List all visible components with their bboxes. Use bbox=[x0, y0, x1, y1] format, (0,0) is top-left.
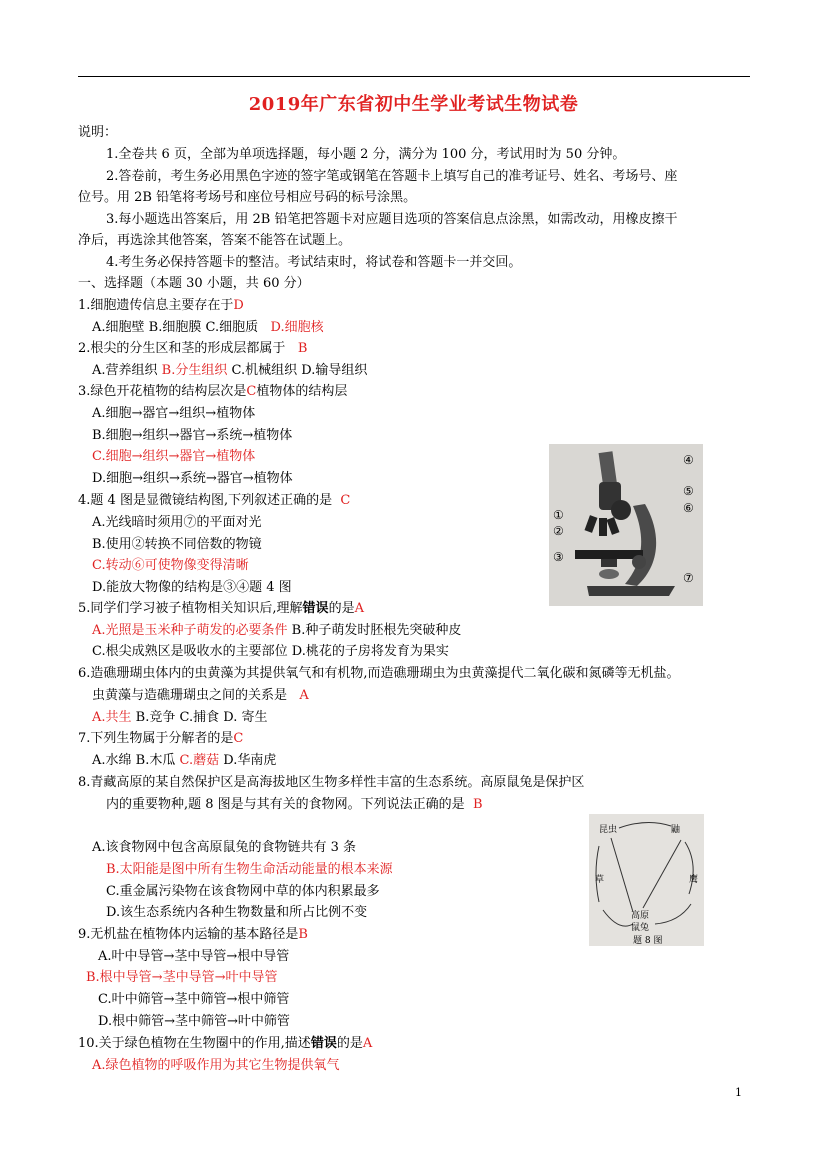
question-stem: 植物体的结构层 bbox=[256, 384, 348, 399]
question-stem: 1.细胞遗传信息主要存在于 bbox=[78, 298, 234, 313]
option-text: A.细胞壁 B.细胞膜 C.细胞质 bbox=[92, 320, 259, 335]
correct-option: C.细胞→组织→器官→植物体 bbox=[92, 449, 256, 464]
page-title: 2019年广东省初中生学业考试生物试卷 bbox=[248, 94, 579, 115]
instruction-item: 2.答卷前，考生务必用黑色字迹的签字笔或钢笔在答题卡上填写自己的准考证号、姓名、考场号、座 bbox=[106, 169, 678, 184]
answer-key: B bbox=[472, 797, 483, 812]
page-number: 1 bbox=[735, 1086, 742, 1099]
option-d: D.细胞→组织→系统→器官→植物体 bbox=[92, 471, 293, 486]
correct-option: B.太阳能是图中所有生物生命活动能量的根本来源 bbox=[106, 862, 393, 877]
question-5-options bbox=[92, 622, 461, 640]
answer-key: C bbox=[340, 493, 351, 508]
question-6-options bbox=[92, 709, 267, 727]
option-a: A.光线暗时须用⑦的平面对光 bbox=[92, 515, 262, 530]
instruction-item: 净后，再选涂其他答案，答案不能答在试题上。 bbox=[78, 233, 352, 248]
question-2-options bbox=[92, 362, 367, 380]
option-text: A.水绵 B.木瓜 bbox=[92, 753, 176, 768]
microscope-label: ⑤ bbox=[683, 484, 694, 498]
food-web-node: 昆虫 bbox=[599, 825, 618, 835]
question-8: 8.青藏高原的某自然保护区是高海拔地区生物多样性丰富的生态系统。高原鼠兔是保护区 bbox=[78, 775, 585, 790]
microscope-label: ⑥ bbox=[683, 501, 694, 515]
option-b: B.细胞→组织→器官→系统→植物体 bbox=[92, 428, 293, 443]
correct-option: A.共生 bbox=[92, 710, 132, 725]
option-c: C.叶中筛管→茎中筛管→根中筛管 bbox=[98, 992, 290, 1007]
answer-key: B bbox=[297, 341, 308, 356]
microscope-drawing bbox=[549, 444, 703, 606]
food-web-node: 鹰 bbox=[689, 875, 699, 885]
question-8-line2 bbox=[106, 796, 483, 814]
question-stem: 2.根尖的分生区和茎的形成层都属于 bbox=[78, 341, 286, 356]
question-3 bbox=[78, 383, 347, 401]
top-rule bbox=[78, 76, 750, 77]
option-text: D.华南虎 bbox=[223, 753, 277, 768]
option-d: D.该生态系统内各种生物数量和所占比例不变 bbox=[106, 905, 368, 920]
question-stem: 9.无机盐在植物体内运输的基本路径是 bbox=[78, 927, 299, 942]
microscope-figure bbox=[549, 444, 703, 606]
answer-key: A bbox=[354, 601, 364, 616]
microscope-label: ① bbox=[553, 508, 564, 522]
correct-option: A.光照是玉米种子萌发的必要条件 bbox=[92, 623, 288, 638]
figure-caption: 题 8 图 bbox=[633, 936, 663, 946]
question-stem: 3.绿色开花植物的结构层次是 bbox=[78, 384, 247, 399]
answer-key: C bbox=[246, 384, 257, 399]
question-stem: 10.关于绿色植物在生物圈中的作用,描述 bbox=[78, 1036, 311, 1051]
question-10 bbox=[78, 1035, 372, 1053]
food-web-node: 鼬 bbox=[671, 825, 681, 835]
microscope-label: ② bbox=[553, 524, 564, 538]
answer-key: D bbox=[233, 298, 244, 313]
question-stem: 7.下列生物属于分解者的是 bbox=[78, 731, 234, 746]
option-d: D.根中筛管→茎中筛管→叶中筛管 bbox=[98, 1014, 290, 1029]
food-web-node: 草 bbox=[595, 875, 605, 885]
option-text: C.机械组织 D.输导组织 bbox=[231, 363, 368, 378]
answer-key: A bbox=[299, 688, 309, 703]
question-stem: 的是 bbox=[328, 601, 355, 616]
food-web-node: 高原 bbox=[631, 911, 650, 921]
question-stem: 4.题 4 图是显微镜结构图,下列叙述正确的是 bbox=[78, 493, 333, 508]
instruction-item: 4.考生务必保持答题卡的整洁。考试结束时，将试卷和答题卡一并交回。 bbox=[106, 255, 522, 270]
correct-option: D.细胞核 bbox=[270, 320, 324, 335]
microscope-label: ④ bbox=[683, 453, 694, 467]
instruction-item: 3.每小题选出答案后，用 2B 铅笔把答题卡对应题目选项的答案信息点涂黑，如需改动，用橡皮擦干 bbox=[106, 212, 678, 227]
food-web-node: 鼠兔 bbox=[631, 923, 650, 933]
question-1 bbox=[78, 297, 244, 315]
option-d: D.能放大物像的结构是③④题 4 图 bbox=[92, 580, 292, 595]
question-stem: 5.同学们学习被子植物相关知识后,理解 bbox=[78, 601, 303, 616]
microscope-label: ③ bbox=[553, 550, 564, 564]
option-text: B.种子萌发时胚根先突破种皮 bbox=[291, 623, 462, 638]
option-a: A.细胞→器官→组织→植物体 bbox=[92, 406, 256, 421]
food-web-figure bbox=[589, 814, 704, 946]
section-heading: 一、选择题（本题 30 小题，共 60 分） bbox=[78, 276, 310, 291]
option-a: A.叶中导管→茎中导管→根中导管 bbox=[98, 949, 290, 964]
instruction-item: 位号。用 2B 铅笔将考场号和座位号相应号码的标号涂黑。 bbox=[78, 190, 417, 205]
question-5 bbox=[78, 600, 364, 618]
question-4 bbox=[78, 492, 350, 510]
instructions-heading: 说明： bbox=[78, 125, 118, 140]
keyword: 错误 bbox=[302, 601, 329, 616]
question-stem: 的是 bbox=[336, 1036, 363, 1051]
answer-key: C bbox=[233, 731, 244, 746]
option-text: A.营养组织 bbox=[92, 363, 158, 378]
question-6-line2 bbox=[92, 687, 309, 705]
question-7 bbox=[78, 730, 243, 748]
microscope-label: ⑦ bbox=[683, 571, 694, 585]
question-1-options bbox=[92, 319, 324, 337]
option-text: B.竞争 C.捕食 D. 寄生 bbox=[135, 710, 268, 725]
keyword: 错误 bbox=[310, 1036, 337, 1051]
correct-option: C.转动⑥可使物像变得清晰 bbox=[92, 558, 249, 573]
answer-key: B bbox=[298, 927, 308, 942]
option-cd: C.根尖成熟区是吸收水的主要部位 D.桃花的子房将发育为果实 bbox=[92, 644, 449, 659]
correct-option: A.绿色植物的呼吸作用为其它生物提供氧气 bbox=[92, 1058, 340, 1073]
option-b: B.使用②转换不同倍数的物镜 bbox=[92, 537, 262, 552]
question-2 bbox=[78, 340, 307, 358]
question-stem: 内的重要物种,题 8 图是与其有关的食物网。下列说法正确的是 bbox=[106, 797, 465, 812]
question-9 bbox=[78, 926, 308, 944]
correct-option: B.根中导管→茎中导管→叶中导管 bbox=[86, 970, 278, 985]
correct-option: C.蘑菇 bbox=[179, 753, 220, 768]
option-a: A.该食物网中包含高原鼠兔的食物链共有 3 条 bbox=[92, 840, 357, 855]
answer-key: A bbox=[362, 1036, 373, 1051]
instruction-item: 1.全卷共 6 页，全部为单项选择题，每小题 2 分，满分为 100 分，考试用时为 50 分钟。 bbox=[106, 147, 626, 162]
question-stem: 虫黄藻与造礁珊瑚虫之间的关系是 bbox=[92, 688, 288, 703]
correct-option: B.分生组织 bbox=[161, 363, 228, 378]
question-6: 6.造礁珊瑚虫体内的虫黄藻为其提供氧气和有机物,而造礁珊瑚虫为虫黄藻提代二氧化碳和氮磷等无机盐。 bbox=[78, 666, 680, 681]
question-7-options bbox=[92, 752, 276, 770]
option-c: C.重金属污染物在该食物网中草的体内积累最多 bbox=[106, 884, 380, 899]
